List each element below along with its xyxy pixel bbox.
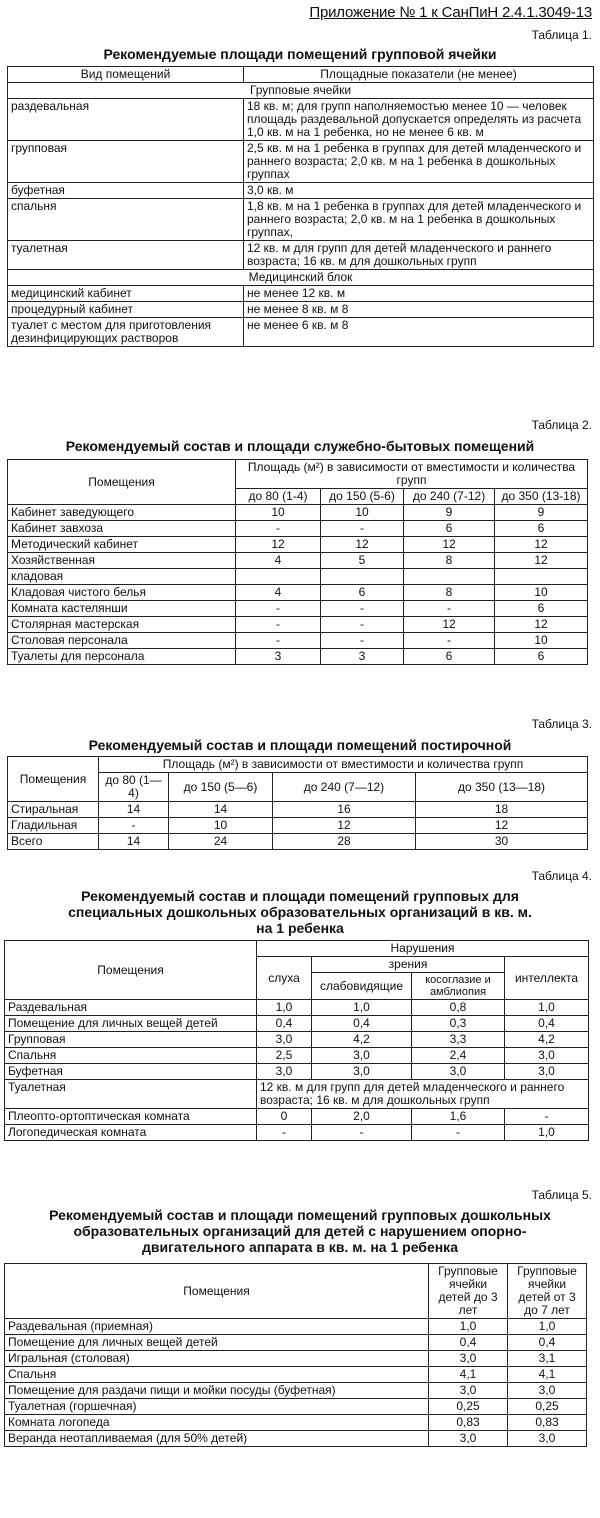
room-name: раздевальная (8, 99, 244, 141)
area-value: 0,4 (257, 1016, 312, 1032)
table-1-section: Групповые ячейки (8, 83, 594, 99)
area-value: 14 (99, 802, 169, 818)
area-value: 0,83 (508, 1415, 587, 1431)
area-value: 4,2 (505, 1032, 589, 1048)
area-value: 1,0 (508, 1319, 587, 1335)
area-value: 3,0 (429, 1351, 508, 1367)
area-value: 1,0 (257, 1000, 312, 1016)
table-2-title: Рекомендуемый состав и площади служебно-бытовых помещений (65, 438, 535, 454)
room-name: Помещение для личных вещей детей (5, 1016, 257, 1032)
table-row (8, 537, 588, 553)
area-value: - (257, 1125, 312, 1141)
area-value: 6 (404, 649, 495, 665)
table-row (8, 286, 594, 302)
area-value: 4,2 (312, 1032, 412, 1048)
area-value: 3,0 (508, 1431, 587, 1447)
room-name: Игральная (столовая) (5, 1351, 429, 1367)
area-value: 10 (495, 633, 588, 649)
room-name: Кабинет заведующего (8, 505, 236, 521)
area-value: - (321, 601, 404, 617)
table-row (8, 318, 594, 347)
room-area: 3,0 кв. м (244, 183, 594, 199)
appendix-header: Приложение № 1 к СанПиН 2.4.1.3049-13 (309, 4, 592, 21)
area-value: 2,4 (412, 1048, 505, 1064)
area-value: - (505, 1109, 589, 1125)
table-row (5, 1335, 587, 1351)
area-value: 3,0 (312, 1048, 412, 1064)
table-row (5, 1367, 587, 1383)
weak-sight-header: слабовидящие (312, 973, 412, 1000)
area-value: 1,0 (312, 1000, 412, 1016)
room-name: Групповая (5, 1032, 257, 1048)
area-value (495, 569, 588, 585)
table-row (8, 601, 588, 617)
area-value: 2,0 (312, 1109, 412, 1125)
room-name: Туалеты для персонала (8, 649, 236, 665)
table-row (8, 633, 588, 649)
table-row (8, 553, 588, 569)
table-row (8, 241, 594, 270)
capacity-col-header: до 150 (5-6) (321, 489, 404, 505)
table-1-title: Рекомендуемые площади помещений групповой ячейки (103, 46, 497, 62)
area-value (404, 569, 495, 585)
capacity-col-header: до 80 (1—4) (99, 773, 169, 802)
area-value: 0 (257, 1109, 312, 1125)
area-value: 12 (404, 537, 495, 553)
table-3 (7, 756, 588, 850)
area-value: 6 (495, 601, 588, 617)
table-row (5, 1383, 587, 1399)
area-value: - (404, 633, 495, 649)
area-value: 0,25 (429, 1399, 508, 1415)
room-name: процедурный кабинет (8, 302, 244, 318)
capacity-col-header: до 150 (5—6) (169, 773, 273, 802)
table-row (8, 505, 588, 521)
table-4 (4, 940, 589, 1141)
room-name: Туалетная (5, 1080, 257, 1109)
area-value: 4 (236, 553, 321, 569)
table-row (8, 302, 594, 318)
area-value: 12 (416, 818, 588, 834)
area-value (321, 569, 404, 585)
room-name: Раздевальная (приемная) (5, 1319, 429, 1335)
room-area: 1,8 кв. м на 1 ребенка в группах для детей младенческого и раннего возраста; 2,0 кв. м на 1 ребенка в дошкольных группах, (244, 199, 594, 241)
table-row (8, 818, 588, 834)
area-value: 24 (169, 834, 273, 850)
table-row (5, 1431, 587, 1447)
area-value: 0,4 (312, 1016, 412, 1032)
table-1-section: Медицинский блок (8, 270, 594, 286)
area-value: 0,83 (429, 1415, 508, 1431)
area-value: 10 (236, 505, 321, 521)
area-value: 3,0 (429, 1431, 508, 1447)
area-value: - (236, 601, 321, 617)
area-value: 9 (495, 505, 588, 521)
area-value: 3,1 (508, 1351, 587, 1367)
room-name: Буфетная (5, 1064, 257, 1080)
table-1-col-header: Площадные показатели (не менее) (244, 67, 594, 83)
table-2-col-header: Помещения (8, 460, 236, 505)
area-value: 18 (416, 802, 588, 818)
room-area: 18 кв. м; для групп наполняемостью менее 10 — человек площадь раздевальной допускается определять из расчета 1,0 кв. м на 1 ребенка, но не менее 6 кв. м (244, 99, 594, 141)
room-area: 2,5 кв. м на 1 ребенка в группах для детей младенческого и раннего возраста; 2,0 кв. м на 1 ребенка в дошкольных группах (244, 141, 594, 183)
table-3-area-header: Площадь (м²) в зависимости от вместимости и количества групп (99, 757, 588, 773)
area-value: 14 (99, 834, 169, 850)
table-row (8, 141, 594, 183)
table-row (8, 585, 588, 601)
table-5-col-header: Помещения (5, 1264, 429, 1319)
table-3-number: Таблица 3. (531, 717, 592, 731)
area-value: 4,1 (429, 1367, 508, 1383)
area-value: 10 (495, 585, 588, 601)
area-value: 16 (273, 802, 416, 818)
table-1-number: Таблица 1. (531, 28, 592, 42)
table-5-title: Рекомендуемый состав и площади помещений групповых дошкольных образовательных организаций для детей с нарушением опорно-двигательного аппарата в кв. м. на 1 ребенка (49, 1207, 551, 1255)
table-row (8, 199, 594, 241)
area-value: - (236, 617, 321, 633)
area-value: 6 (495, 521, 588, 537)
table-row (5, 1399, 587, 1415)
room-name: Методический кабинет (8, 537, 236, 553)
area-value: 3,0 (429, 1383, 508, 1399)
table-2-number: Таблица 2. (531, 418, 592, 432)
area-value: 3,0 (257, 1064, 312, 1080)
room-name: Логопедическая комната (5, 1125, 257, 1141)
area-value: 3,0 (505, 1064, 589, 1080)
room-name: Кабинет завхоза (8, 521, 236, 537)
room-name: Всего (8, 834, 99, 850)
table-5-number: Таблица 5. (531, 1188, 592, 1202)
area-value: 3,0 (505, 1048, 589, 1064)
room-name: Раздевальная (5, 1000, 257, 1016)
area-value: 3,3 (412, 1032, 505, 1048)
room-name: Хозяйственная (8, 553, 236, 569)
area-value: - (236, 633, 321, 649)
room-name: Кладовая чистого белья (8, 585, 236, 601)
room-name: Плеопто-ортоптическая комната (5, 1109, 257, 1125)
room-name: Стиральная (8, 802, 99, 818)
room-name: туалет с местом для приготовления дезинфицирующих растворов (8, 318, 244, 347)
area-value: - (321, 617, 404, 633)
area-value: 4,1 (508, 1367, 587, 1383)
table-row (5, 1000, 589, 1016)
table-row (5, 1064, 589, 1080)
area-value: 3 (236, 649, 321, 665)
room-area: не менее 6 кв. м 8 (244, 318, 594, 347)
table-row (8, 183, 594, 199)
table-2-area-header (236, 460, 588, 489)
area-value: 0,8 (412, 1000, 505, 1016)
table-4-col-header: Помещения (5, 941, 257, 1000)
area-value: 3 (321, 649, 404, 665)
area-value: 1,0 (505, 1125, 589, 1141)
room-name: Гладильная (8, 818, 99, 834)
room-name: Столярная мастерская (8, 617, 236, 633)
capacity-col-header: до 350 (13—18) (416, 773, 588, 802)
capacity-col-header: до 240 (7—12) (273, 773, 416, 802)
room-name: групповая (8, 141, 244, 183)
area-value: 12 (236, 537, 321, 553)
area-value: 12 (495, 537, 588, 553)
group-col-header: Групповые ячейки детей от 3 до 7 лет (508, 1264, 587, 1319)
area-value: 6 (404, 521, 495, 537)
area-value: 3,0 (412, 1064, 505, 1080)
area-value: 6 (495, 649, 588, 665)
table-row (5, 1125, 589, 1141)
area-value (236, 569, 321, 585)
capacity-col-header: до 80 (1-4) (236, 489, 321, 505)
area-value: 3,0 (312, 1064, 412, 1080)
room-name: Спальня (5, 1048, 257, 1064)
table-row (8, 569, 588, 585)
table-row (8, 649, 588, 665)
table-row (8, 802, 588, 818)
area-value: 2,5 (257, 1048, 312, 1064)
table-3-col-header: Помещения (8, 757, 99, 802)
area-value: 14 (169, 802, 273, 818)
area-value: 10 (321, 505, 404, 521)
area-header-text: Площадь (м²) в зависимости от вместимости и количества групп (247, 460, 576, 487)
group-col-header: Групповые ячейки детей до 3 лет (429, 1264, 508, 1319)
area-value: 9 (404, 505, 495, 521)
area-value: 6 (321, 585, 404, 601)
room-name: кладовая (8, 569, 236, 585)
area-value: - (321, 521, 404, 537)
room-name: буфетная (8, 183, 244, 199)
table-2 (7, 459, 588, 665)
area-value: 8 (404, 553, 495, 569)
room-area: не менее 12 кв. м (244, 286, 594, 302)
room-name: Комната логопеда (5, 1415, 429, 1431)
room-name: медицинский кабинет (8, 286, 244, 302)
area-value: 0,4 (505, 1016, 589, 1032)
area-value: 12 (273, 818, 416, 834)
table-row (5, 1048, 589, 1064)
area-value: 28 (273, 834, 416, 850)
room-name: Комната кастелянши (8, 601, 236, 617)
room-name: Веранда неотапливаемая (для 50% детей) (5, 1431, 429, 1447)
table-row (8, 834, 588, 850)
area-value: - (312, 1125, 412, 1141)
table-row (5, 1032, 589, 1048)
room-name: Туалетная (горшечная) (5, 1399, 429, 1415)
area-value: 1,0 (429, 1319, 508, 1335)
area-value: 12 (495, 617, 588, 633)
room-area: 12 кв. м для групп для детей младенческого и раннего возраста; 16 кв. м для дошкольных групп (244, 241, 594, 270)
hearing-header: слуха (257, 957, 312, 1000)
area-value: 0,25 (508, 1399, 587, 1415)
area-value: 12 (495, 553, 588, 569)
area-value: 1,0 (505, 1000, 589, 1016)
area-value: 12 (321, 537, 404, 553)
room-name: Спальня (5, 1367, 429, 1383)
area-value: - (321, 633, 404, 649)
room-name: Помещение для раздачи пищи и мойки посуды (буфетная) (5, 1383, 429, 1399)
area-value: 3,0 (257, 1032, 312, 1048)
toilet-area: 12 кв. м для групп для детей младенческого и раннего возраста; 16 кв. м для дошкольных групп (257, 1080, 589, 1109)
table-row (5, 1109, 589, 1125)
area-value: 12 (404, 617, 495, 633)
table-row (8, 521, 588, 537)
disorders-header: Нарушения (257, 941, 589, 957)
table-row (8, 99, 594, 141)
area-value: 10 (169, 818, 273, 834)
room-name: Помещение для личных вещей детей (5, 1335, 429, 1351)
table-1-col-header: Вид помещений (8, 67, 244, 83)
area-value: 3,0 (508, 1383, 587, 1399)
capacity-col-header: до 350 (13-18) (495, 489, 588, 505)
table-row (5, 1319, 587, 1335)
vision-header: зрения (312, 957, 505, 973)
room-area: не менее 8 кв. м 8 (244, 302, 594, 318)
area-value: 1,6 (412, 1109, 505, 1125)
area-value: 30 (416, 834, 588, 850)
area-value: - (404, 601, 495, 617)
area-value: - (236, 521, 321, 537)
table-1 (7, 66, 594, 347)
area-value: - (412, 1125, 505, 1141)
capacity-col-header: до 240 (7-12) (404, 489, 495, 505)
strabismus-header: косоглазие и амблиопия (412, 973, 505, 1000)
area-value: 5 (321, 553, 404, 569)
area-value: 0,3 (412, 1016, 505, 1032)
table-3-title: Рекомендуемый состав и площади помещений постирочной (88, 737, 512, 753)
area-value: - (99, 818, 169, 834)
table-row (5, 1080, 589, 1109)
table-row (5, 1415, 587, 1431)
room-name: Столовая персонала (8, 633, 236, 649)
table-row (5, 1351, 587, 1367)
table-4-number: Таблица 4. (531, 869, 592, 883)
area-value: 0,4 (429, 1335, 508, 1351)
area-value: 8 (404, 585, 495, 601)
area-value: 0,4 (508, 1335, 587, 1351)
intellect-header: интеллекта (505, 957, 589, 1000)
table-row (8, 617, 588, 633)
table-5 (4, 1263, 587, 1447)
room-name: спальня (8, 199, 244, 241)
room-name: туалетная (8, 241, 244, 270)
area-value: 4 (236, 585, 321, 601)
table-4-title: Рекомендуемый состав и площади помещений групповых для специальных дошкольных образовательных организаций в кв. м. на 1 ребенка (68, 888, 532, 936)
table-row (5, 1016, 589, 1032)
